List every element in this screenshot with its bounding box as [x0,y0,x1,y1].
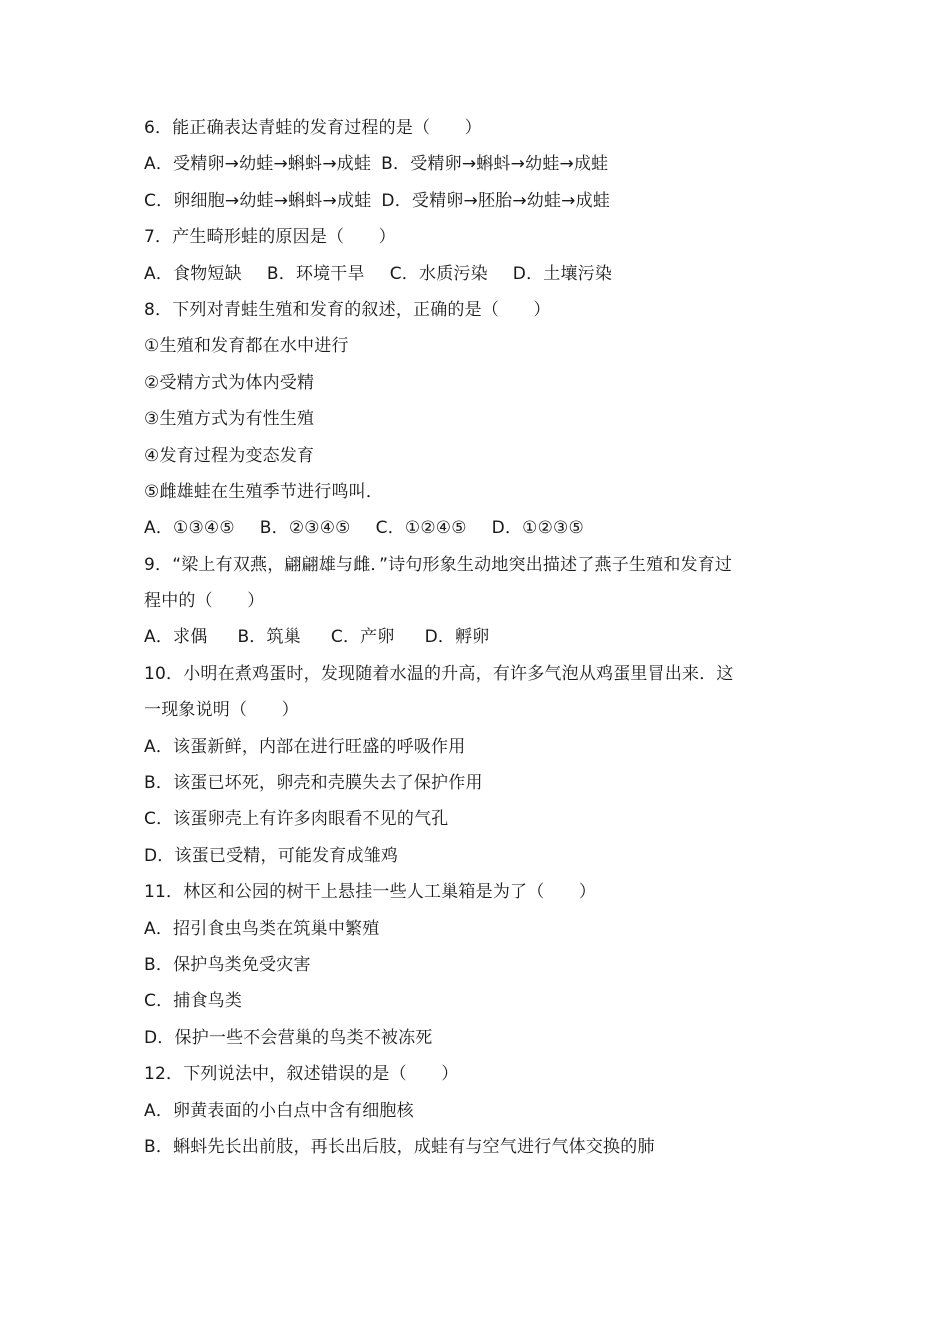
q9-options-row [144,619,814,655]
q10-option-d: D．该蛋已受精，可能发育成雏鸡 [144,845,399,866]
q8-statement-3: ③生殖方式为有性生殖 [144,409,315,430]
q8-options-row [144,510,814,546]
q12-stem: 12．下列说法中，叙述错误的是（ ） [144,1064,459,1085]
q8-statement-1: ①生殖和发育都在水中进行 [144,336,349,357]
q8-statement-4: ④发育过程为变态发育 [144,445,315,466]
q10-option-c: C．该蛋卵壳上有许多肉眼看不见的气孔 [144,809,449,830]
q12-option-a: A．卵黄表面的小白点中含有细胞核 [144,1100,414,1121]
q7-options-row [144,256,814,292]
q11-option-b: B．保护鸟类免受灾害 [144,954,311,975]
q9-option-b: B．筑巢 [237,627,301,648]
q9-option-c: C．产卵 [330,627,395,648]
q9-option-d: D．孵卵 [424,627,490,648]
q6-option-c: C．卵细胞→幼蛙→蝌蚪→成蛙 [144,190,372,211]
q6-stem: 6．能正确表达青蛙的发育过程的是（ ） [144,118,482,138]
q10-option-b: B．该蛋已坏死，卵壳和壳膜失去了保护作用 [144,773,483,794]
question-content [144,110,814,1165]
q8-stem: 8．下列对青蛙生殖和发育的叙述，正确的是（ ） [144,299,551,320]
q7-option-b: B．环境干旱 [266,263,365,284]
q8-statement-2: ②受精方式为体内受精 [144,372,315,393]
q8-option-c: C．①②④⑤ [375,518,467,539]
q6-option-a: A．受精卵→幼蛙→蝌蚪→成蛙 [144,154,372,175]
q11-option-d: D．保护一些不会营巢的鸟类不被冻死 [144,1027,433,1048]
q7-stem: 7．产生畸形蛙的原因是（ ） [144,227,396,248]
q8-option-d: D．①②③⑤ [491,518,584,539]
q11-option-c: C．捕食鸟类 [144,991,243,1012]
q7-option-c: C．水质污染 [389,263,488,284]
q6-option-b: B．受精卵→蝌蚪→幼蛙→成蛙 [381,154,609,175]
q6-options-row-1 [144,146,814,182]
q8-statement-5: ⑤雌雄蛙在生殖季节进行鸣叫． [144,481,384,502]
q7-option-a: A．食物短缺 [144,263,242,284]
q11-option-a: A．招引食虫鸟类在筑巢中繁殖 [144,918,380,939]
q9-stem-line-2: 程中的（ ） [144,591,265,612]
q8-option-b: B．②③④⑤ [259,518,351,539]
q6-option-d: D．受精卵→胚胎→幼蛙→成蛙 [381,190,611,211]
q9-stem-line-1: 9．“梁上有双燕，翩翩雄与雌．”诗句形象生动地突出描述了燕子生殖和发育过 [144,554,733,575]
q11-stem: 11．林区和公园的树干上悬挂一些人工巢箱是为了（ ） [144,882,597,903]
q12-option-b: B．蝌蚪先长出前肢，再长出后肢，成蛙有与空气进行气体交换的肺 [144,1136,655,1157]
q10-option-a: A．该蛋新鲜，内部在进行旺盛的呼吸作用 [144,736,466,757]
q10-stem-line-2: 一现象说明（ ） [144,700,299,721]
q10-stem-line-1: 10．小明在煮鸡蛋时，发现随着水温的升高，有许多气泡从鸡蛋里冒出来．这 [144,663,734,684]
q9-option-a: A．求偶 [144,627,208,648]
q8-option-a: A．①③④⑤ [144,518,235,539]
q7-option-d: D．土壤污染 [512,263,613,284]
q6-options-row-2 [144,183,814,219]
